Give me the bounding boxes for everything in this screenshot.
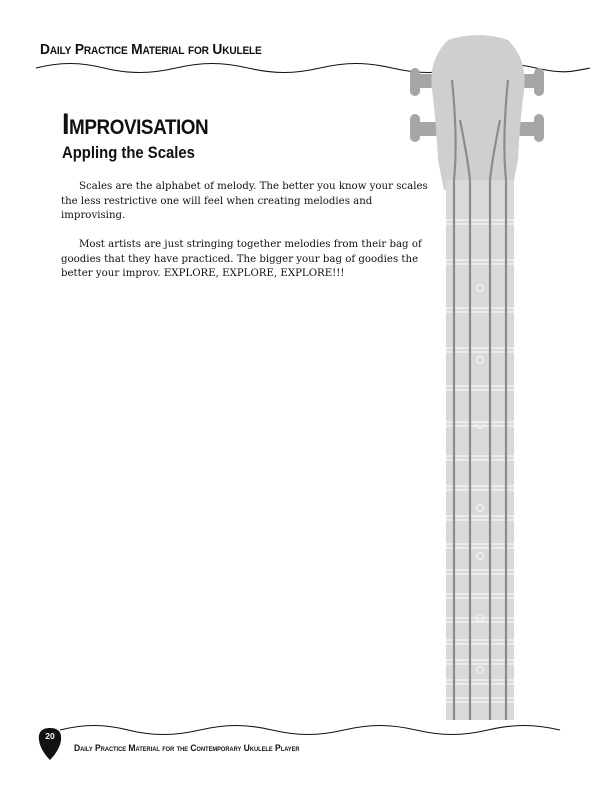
header-title: Daily Practice Material for Ukulele [40, 41, 262, 58]
paragraph-text: Most artists are just stringing together melodies from their bag of goodies that they have practiced. The bigger your bag of goodies the better your improv. EXPLORE, EXPLORE, EXPLORE!!! [61, 239, 422, 280]
body-paragraph-1 [61, 180, 431, 224]
footer-wave-divider [0, 720, 612, 742]
ukulele-neck-illustration [400, 30, 570, 730]
section-title: Improvisation [62, 108, 209, 141]
footer-title: Daily Practice Material for the Contemporary Ukulele Player [74, 743, 300, 753]
headstock [431, 35, 524, 190]
section-subtitle: Appling the Scales [62, 144, 195, 162]
page-number: 20 [45, 731, 55, 741]
paragraph-text: Scales are the alphabet of melody. The better you know your scales the less restrictive one will feel when creating melodies and improvising. [61, 181, 428, 222]
fretboard [446, 180, 514, 720]
body-paragraph-2 [61, 238, 431, 282]
